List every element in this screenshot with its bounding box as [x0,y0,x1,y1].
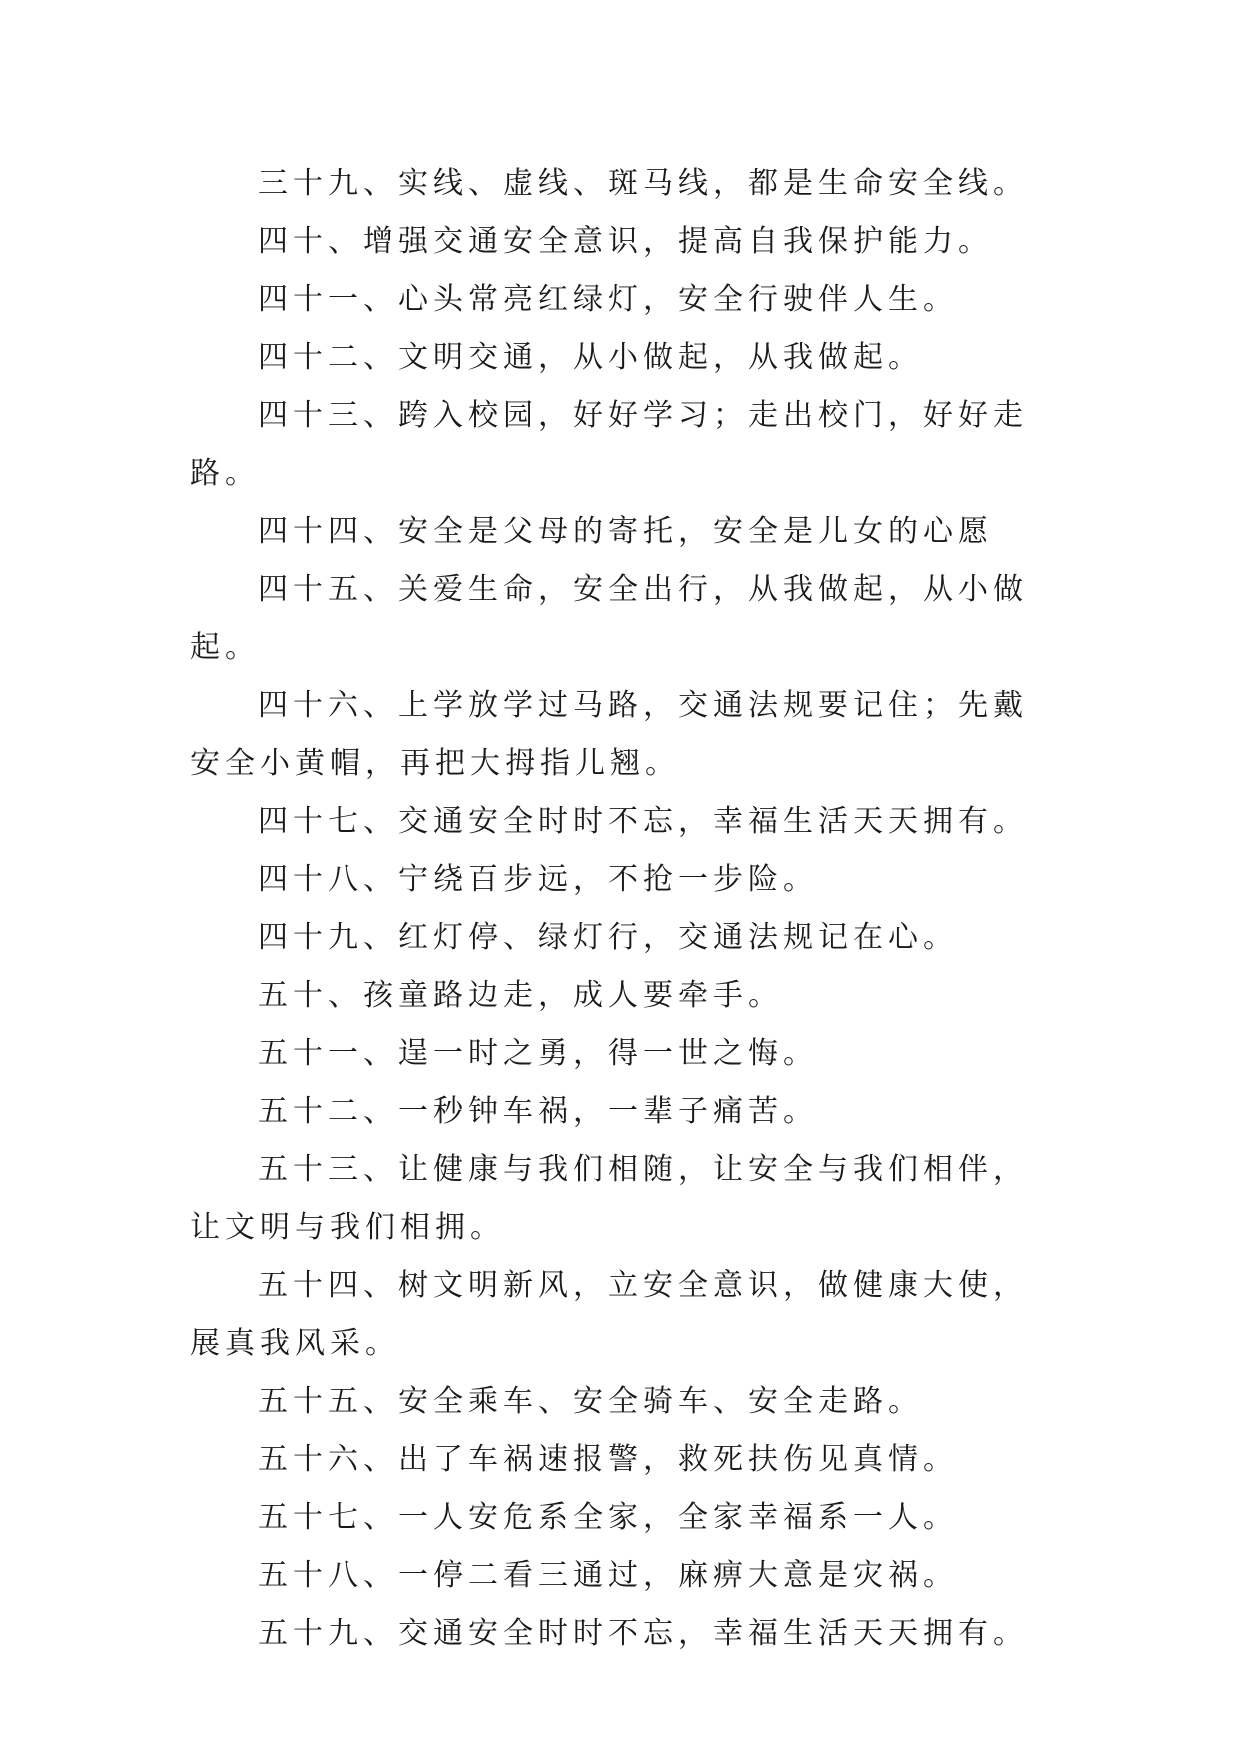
paragraph: 五十一、逞一时之勇，得一世之悔。 [258,1036,818,1071]
paragraph: 四十一、心头常亮红绿灯，安全行驶伴人生。 [258,282,958,317]
paragraph: 五十二、一秒钟车祸，一辈子痛苦。 [258,1094,818,1129]
paragraph: 五十六、出了车祸速报警，救死扶伤见真情。 [258,1442,958,1477]
paragraph: 四十四、安全是父母的寄托，安全是儿女的心愿 [258,514,993,549]
paragraph: 四十三、跨入校园，好好学习；走出校门，好好走路。 [190,398,1028,491]
paragraph: 四十、增强交通安全意识，提高自我保护能力。 [258,224,993,259]
paragraph: 四十六、上学放学过马路，交通法规要记住；先戴安全小黄帽，再把大拇指儿翘。 [190,688,1028,781]
paragraph: 四十七、交通安全时时不忘，幸福生活天天拥有。 [258,804,1028,839]
paragraph: 三十九、实线、虚线、斑马线，都是生命安全线。 [258,166,1028,201]
paragraph: 五十五、安全乘车、安全骑车、安全走路。 [258,1384,923,1419]
document-body [190,155,1060,1663]
paragraph: 五十、孩童路边走，成人要牵手。 [258,978,783,1013]
paragraph: 五十八、一停二看三通过，麻痹大意是灾祸。 [258,1558,958,1593]
paragraph: 四十二、文明交通，从小做起，从我做起。 [258,340,923,375]
paragraph: 四十九、红灯停、绿灯行，交通法规记在心。 [258,920,958,955]
paragraph: 四十五、关爱生命，安全出行，从我做起，从小做起。 [190,572,1028,665]
paragraph: 五十九、交通安全时时不忘，幸福生活天天拥有。 [258,1616,1028,1651]
paragraph: 五十四、树文明新风，立安全意识，做健康大使，展真我风采。 [190,1268,1028,1361]
paragraph: 五十三、让健康与我们相随，让安全与我们相伴，让文明与我们相拥。 [190,1152,1028,1245]
paragraph: 四十八、宁绕百步远，不抢一步险。 [258,862,818,897]
paragraph: 五十七、一人安危系全家，全家幸福系一人。 [258,1500,958,1535]
